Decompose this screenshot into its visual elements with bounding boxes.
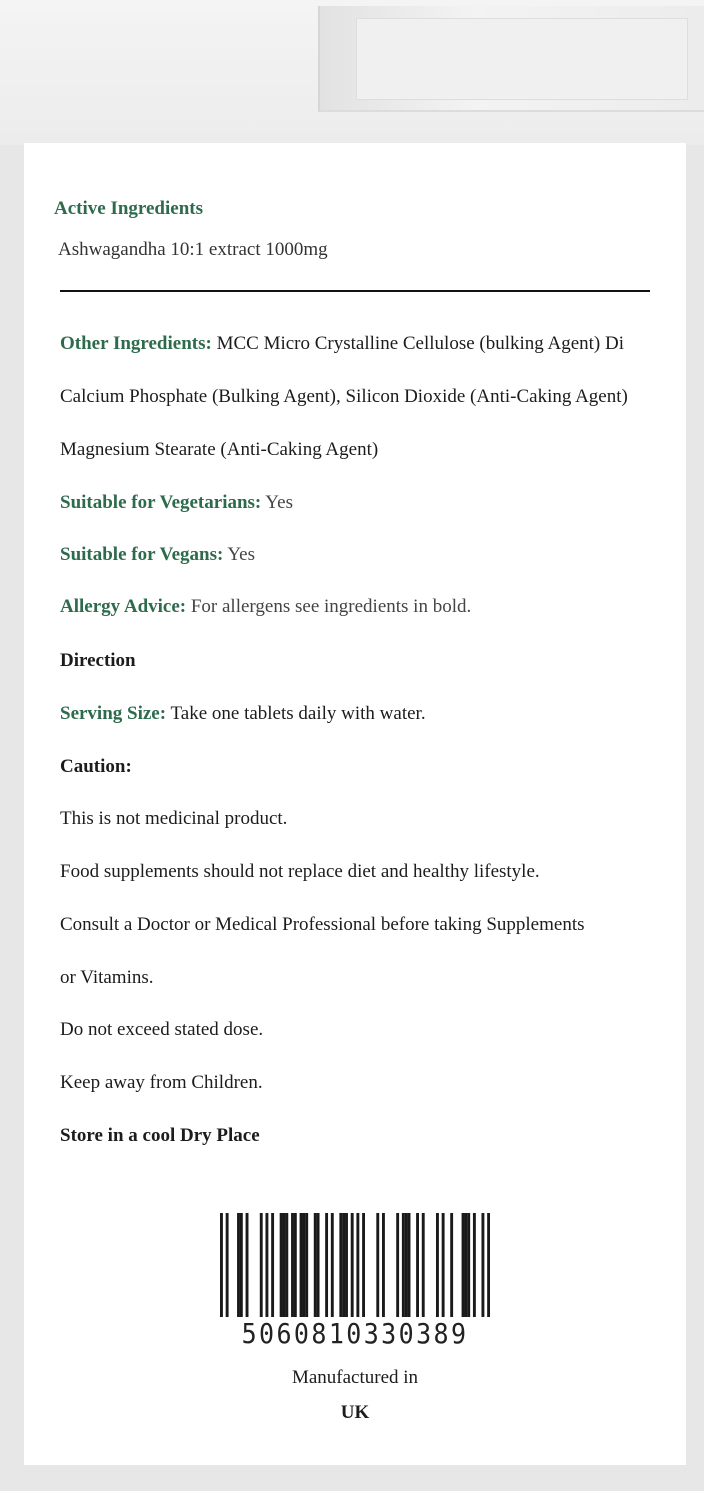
serving-label: Serving Size: [60, 703, 167, 724]
barcode-bar [325, 1213, 328, 1317]
barcode-bar [422, 1213, 425, 1317]
vegetarian-label: Suitable for Vegetarians: [60, 492, 262, 513]
barcode-bar [283, 1213, 286, 1317]
active-ingredient-line: Ashwagandha 10:1 extract 1000mg [58, 239, 328, 260]
barcode-bar [246, 1213, 249, 1317]
other-ingredients-text-1: MCC Micro Crystalline Cellulose (bulking Agent) Di [211, 333, 624, 354]
barcode-bar [405, 1213, 408, 1317]
barcode-bar [339, 1213, 342, 1317]
barcode-bar [300, 1213, 303, 1317]
caution-line: or Vitamins. [60, 967, 154, 988]
divider [60, 290, 650, 292]
serving-line [60, 703, 426, 725]
barcode-bar [481, 1213, 484, 1317]
barcode-bar [450, 1213, 453, 1317]
barcode-bar [382, 1213, 385, 1317]
vegetarian-value: Yes [261, 492, 293, 513]
allergy-line [60, 596, 471, 618]
product-label [24, 143, 686, 1465]
barcode-bar [362, 1213, 365, 1317]
barcode-bar [280, 1213, 283, 1317]
barcode-bar [402, 1213, 405, 1317]
barcode-bar [396, 1213, 399, 1317]
manufactured-in-text: Manufactured in [291, 1367, 419, 1388]
barcode-bar [408, 1213, 411, 1317]
barcode-bar [220, 1213, 223, 1317]
vegetarian-line [60, 492, 293, 514]
barcode-bar [226, 1213, 229, 1317]
barcode-bar [305, 1213, 308, 1317]
barcode-bar [416, 1213, 419, 1317]
barcode-bar [345, 1213, 348, 1317]
vegan-line [60, 544, 255, 566]
vegan-value: Yes [223, 544, 255, 565]
other-ingredients-line-1 [60, 333, 624, 355]
other-ingredients-label: Other Ingredients: [60, 333, 212, 354]
caution-line: Consult a Doctor or Medical Professional before taking Supplements [60, 914, 585, 935]
barcode-bar [376, 1213, 379, 1317]
active-ingredients-title: Active Ingredients [54, 198, 203, 219]
caution-line: Keep away from Children. [60, 1072, 263, 1093]
tear-strip-inner [356, 18, 688, 100]
barcode-bar [237, 1213, 240, 1317]
direction-title: Direction [60, 650, 136, 671]
barcode-bar [314, 1213, 317, 1317]
barcode-bar [342, 1213, 345, 1317]
barcode-bar [291, 1213, 294, 1317]
barcode-bar [487, 1213, 490, 1317]
serving-value: Take one tablets daily with water. [166, 703, 426, 724]
other-ingredients-line-2: Calcium Phosphate (Bulking Agent), Silicon Dioxide (Anti-Caking Agent) [60, 386, 628, 407]
barcode-bar [302, 1213, 305, 1317]
vegan-label: Suitable for Vegans: [60, 544, 224, 565]
pouch-top [0, 0, 704, 145]
barcode-bar [240, 1213, 243, 1317]
barcode-digits: 5060810330389 [241, 1317, 469, 1350]
barcode-bar [436, 1213, 439, 1317]
allergy-value: For allergens see ingredients in bold. [186, 596, 472, 617]
barcode-bar [473, 1213, 476, 1317]
barcode-bar [356, 1213, 359, 1317]
other-ingredients-line-3: Magnesium Stearate (Anti-Caking Agent) [60, 439, 379, 460]
barcode-bar [260, 1213, 263, 1317]
caution-line: Do not exceed stated dose. [60, 1019, 264, 1040]
storage-text: Store in a cool Dry Place [60, 1125, 260, 1146]
tear-strip [318, 6, 704, 112]
barcode-bar [464, 1213, 467, 1317]
barcode-bars [220, 1213, 490, 1317]
barcode [220, 1213, 490, 1348]
barcode-bar [442, 1213, 445, 1317]
barcode-bar [271, 1213, 274, 1317]
caution-line: Food supplements should not replace diet and healthy lifestyle. [60, 861, 540, 882]
manufacture-country: UK [340, 1402, 370, 1423]
barcode-bar [294, 1213, 297, 1317]
barcode-bar [331, 1213, 334, 1317]
barcode-bar [285, 1213, 288, 1317]
allergy-label: Allergy Advice: [60, 596, 187, 617]
barcode-bar [462, 1213, 465, 1317]
caution-title: Caution: [60, 756, 132, 777]
barcode-bar [265, 1213, 268, 1317]
caution-line: This is not medicinal product. [60, 808, 288, 829]
barcode-bar [351, 1213, 354, 1317]
barcode-bar [467, 1213, 470, 1317]
barcode-bar [317, 1213, 320, 1317]
